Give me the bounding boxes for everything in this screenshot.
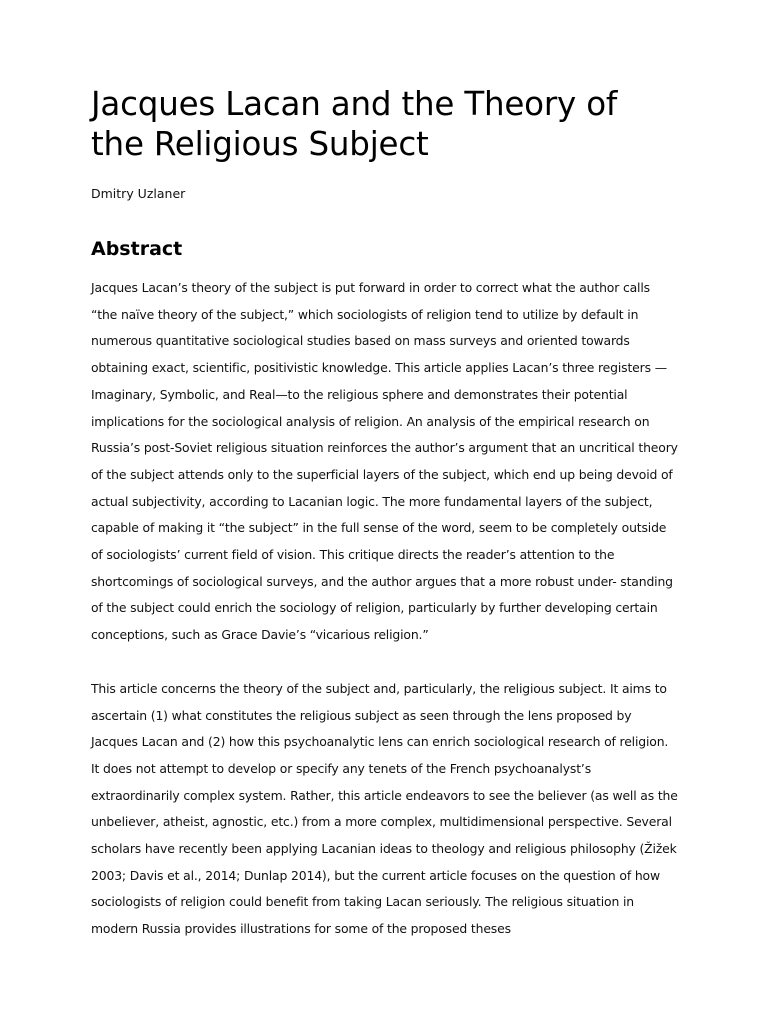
author-name: Dmitry Uzlaner bbox=[91, 186, 186, 201]
abstract-paragraph: Jacques Lacan’s theory of the subject is put forward in order to correct what the author calls “the naïve theory of the subject,” which sociologists of religion tend to utilize by default in numerous quantitative sociological studies based on mass surveys and oriented towards obtaining exact, scientific, positivistic knowledge. This article applies Lacan’s three registers —Imaginary, Symbolic, and Real—to the religious sphere and demonstrates their potential implications for the sociological analysis of religion. An analysis of the empirical research on Russia’s post-Soviet religious situation reinforces the author’s argument that an uncritical theory of the subject attends only to the superficial layers of the subject, which end up being devoid of actual subjectivity, according to Lacanian logic. The more fundamental layers of the subject, capable of making it “the subject” in the full sense of the word, seem to be completely outside of sociologists’ current field of vision. This critique directs the reader’s attention to the shortcomings of sociological surveys, and the author argues that a more robust under- standing of the subject could enrich the sociology of religion, particularly by further developing certain conceptions, such as Grace Davie’s “vicarious religion.” bbox=[91, 280, 678, 643]
body-paragraph: This article concerns the theory of the subject and, particularly, the religious subject. It aims to ascertain (1) what constitutes the religious subject as seen through the lens proposed by Jacques Lacan and (2) how this psychoanalytic lens can enrich sociological research of religion. It does not attempt to develop or specify any tenets of the French psychoanalyst’s extraordinarily complex system. Rather, this article endeavors to see the believer (as well as the unbeliever, atheist, agnostic, etc.) from a more complex, multidimensional perspective. Several scholars have recently been applying Lacanian ideas to theology and religious philosophy (Žižek 2003; Davis et al., 2014; Dunlap 2014), but the current article focuses on the question of how sociologists of religion could benefit from taking Lacan seriously. The religious situation in modern Russia provides illustrations for some of the proposed theses bbox=[91, 680, 678, 937]
document-page bbox=[91, 84, 679, 943]
document-title: Jacques Lacan and the Theory of the Religious Subject bbox=[91, 85, 618, 163]
abstract-heading: Abstract bbox=[91, 238, 183, 260]
